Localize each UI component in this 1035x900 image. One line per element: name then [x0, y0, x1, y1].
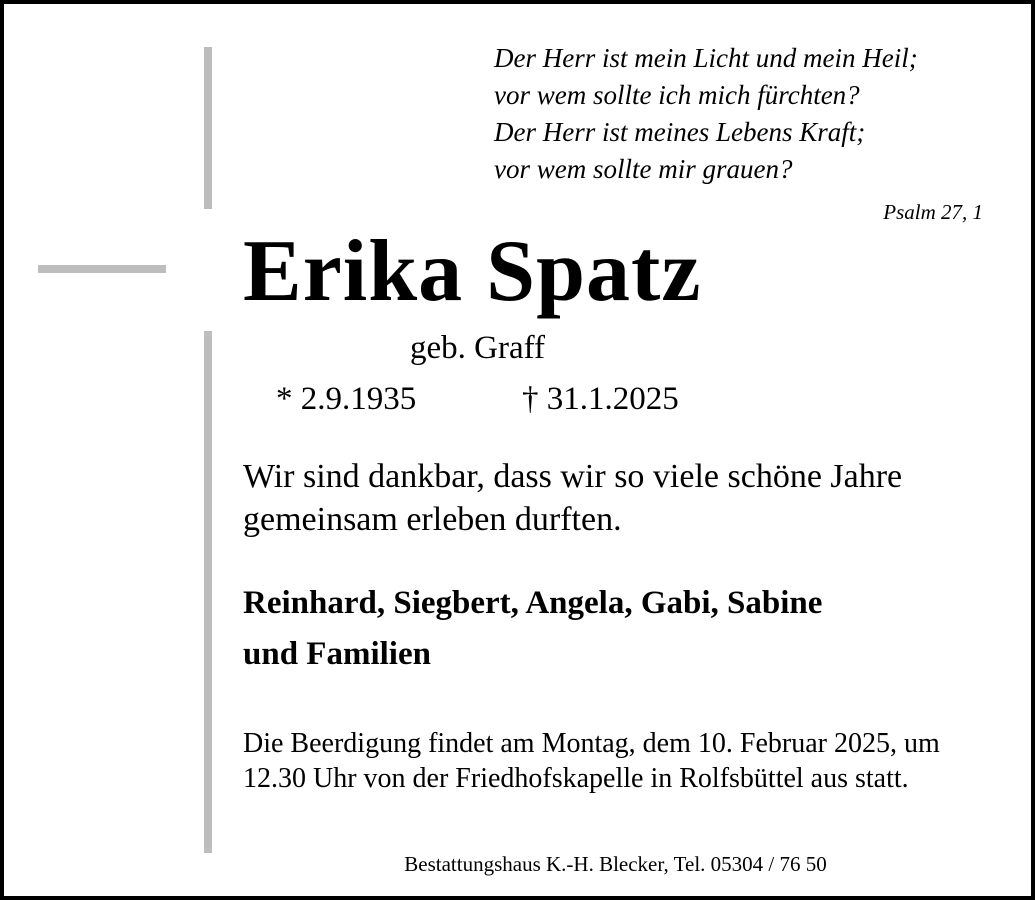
maiden-name: geb. Graff — [410, 330, 545, 366]
psalm-line: vor wem sollte ich mich fürchten? — [494, 80, 860, 110]
undertaker-text: Bestattungshaus K.-H. Blecker, Tel. 05304 / 76 50 — [404, 852, 827, 876]
deceased-name: Erika Spatz — [243, 223, 702, 320]
birth-date: * 2.9.1935 — [276, 381, 417, 417]
gratitude-message: Wir sind dankbar, dass wir so viele schöne Jahre gemeinsam erleben durften. — [243, 458, 903, 538]
psalm-line: Der Herr ist meines Lebens Kraft; — [494, 117, 866, 147]
cross-left-beam — [38, 265, 166, 273]
family-signature — [243, 578, 1003, 680]
cross-upper-beam — [204, 47, 212, 209]
psalm-line: Der Herr ist mein Licht und mein Heil; — [494, 43, 918, 73]
family-names: Reinhard, Siegbert, Angela, Gabi, Sabine — [243, 585, 823, 621]
funeral-notice: Die Beerdigung findet am Montag, dem 10. Februar 2025, um 12.30 Uhr von der Friedhofskapelle in Rolfsbüttel aus statt. — [243, 728, 940, 794]
psalm-quote — [494, 40, 1014, 188]
cross-lower-beam — [204, 331, 212, 853]
undertaker-footer — [0, 852, 1035, 877]
psalm-reference: Psalm 27, 1 — [883, 200, 983, 224]
psalm-line: vor wem sollte mir grauen? — [494, 154, 793, 184]
family-suffix: und Familien — [243, 636, 431, 672]
death-date: † 31.1.2025 — [522, 381, 679, 417]
